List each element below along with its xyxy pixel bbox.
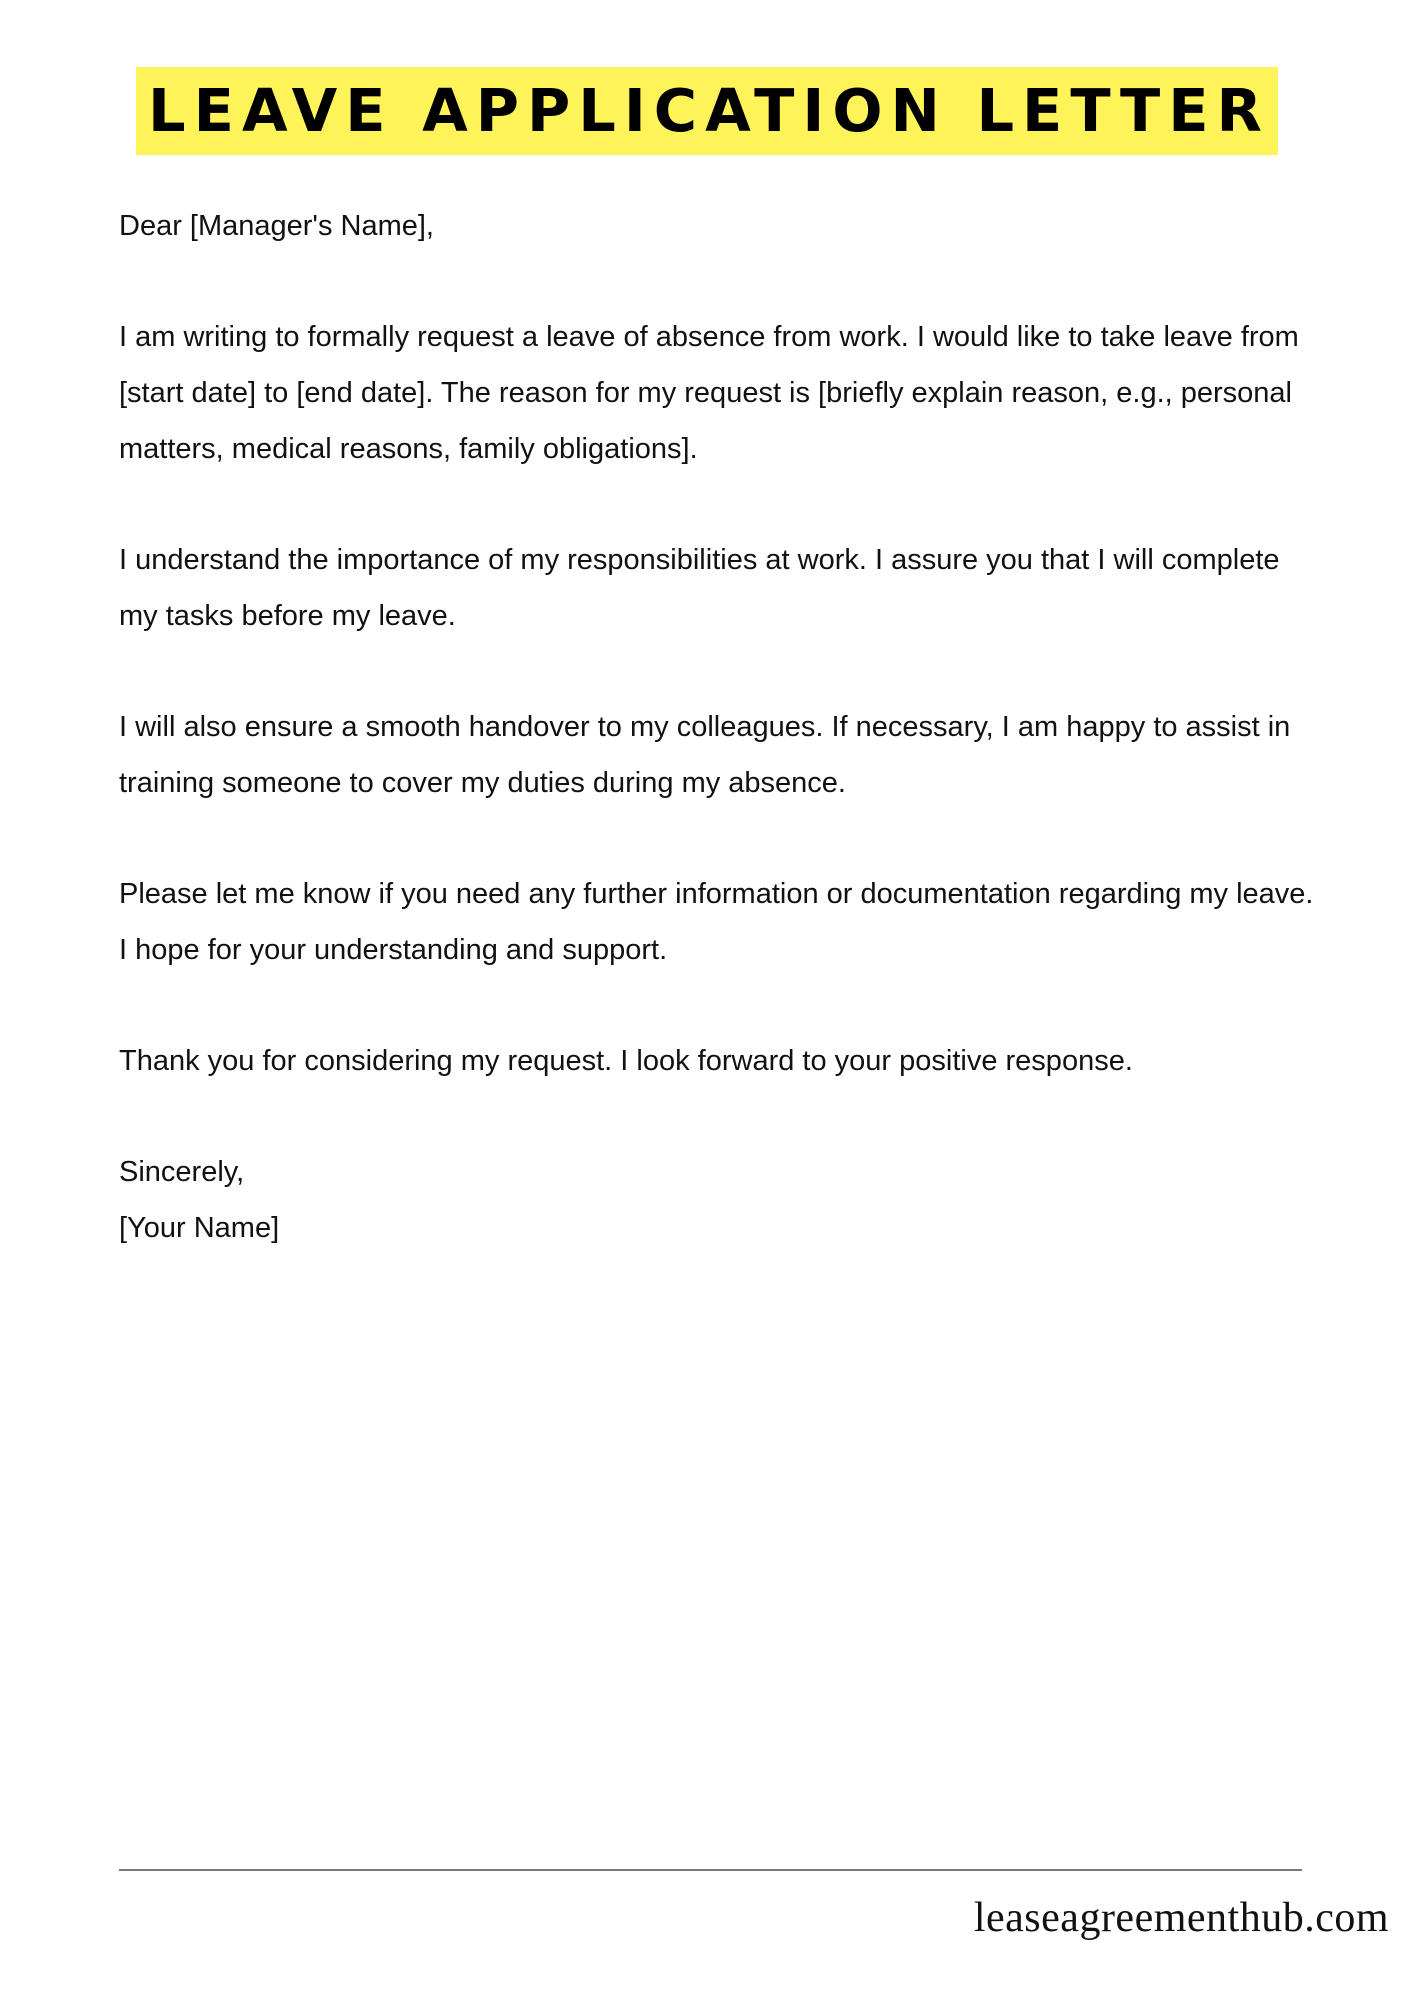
paragraph-3: I will also ensure a smooth handover to my colleagues. If necessary, I am happy to assist in training someone to cover my duties during my absence. bbox=[119, 711, 1291, 799]
paragraph-2: I understand the importance of my responsibilities at work. I assure you that I will complete my tasks before my leave. bbox=[119, 544, 1280, 632]
document-title: LEAVE APPLICATION LETTER bbox=[136, 67, 1278, 155]
signature: [Your Name] bbox=[119, 1212, 280, 1244]
footer-divider bbox=[119, 1869, 1302, 1871]
paragraph-1: I am writing to formally request a leave of absence from work. I would like to take leave from [start date] to [end date]. The reason for my request is [briefly explain reason, e.g., personal matters, medical reasons, family obligations]. bbox=[119, 321, 1299, 465]
paragraph-4: Please let me know if you need any further information or documentation regarding my leave. I hope for your understanding and support. bbox=[119, 878, 1314, 966]
salutation: Dear [Manager's Name], bbox=[119, 210, 434, 242]
paragraph-5: Thank you for considering my request. I look forward to your positive response. bbox=[119, 1045, 1133, 1077]
title-container bbox=[0, 67, 1414, 155]
closing: Sincerely, bbox=[119, 1156, 245, 1188]
footer-website: leaseagreementhub.com bbox=[973, 1895, 1389, 1941]
letter-body bbox=[119, 198, 1319, 1256]
